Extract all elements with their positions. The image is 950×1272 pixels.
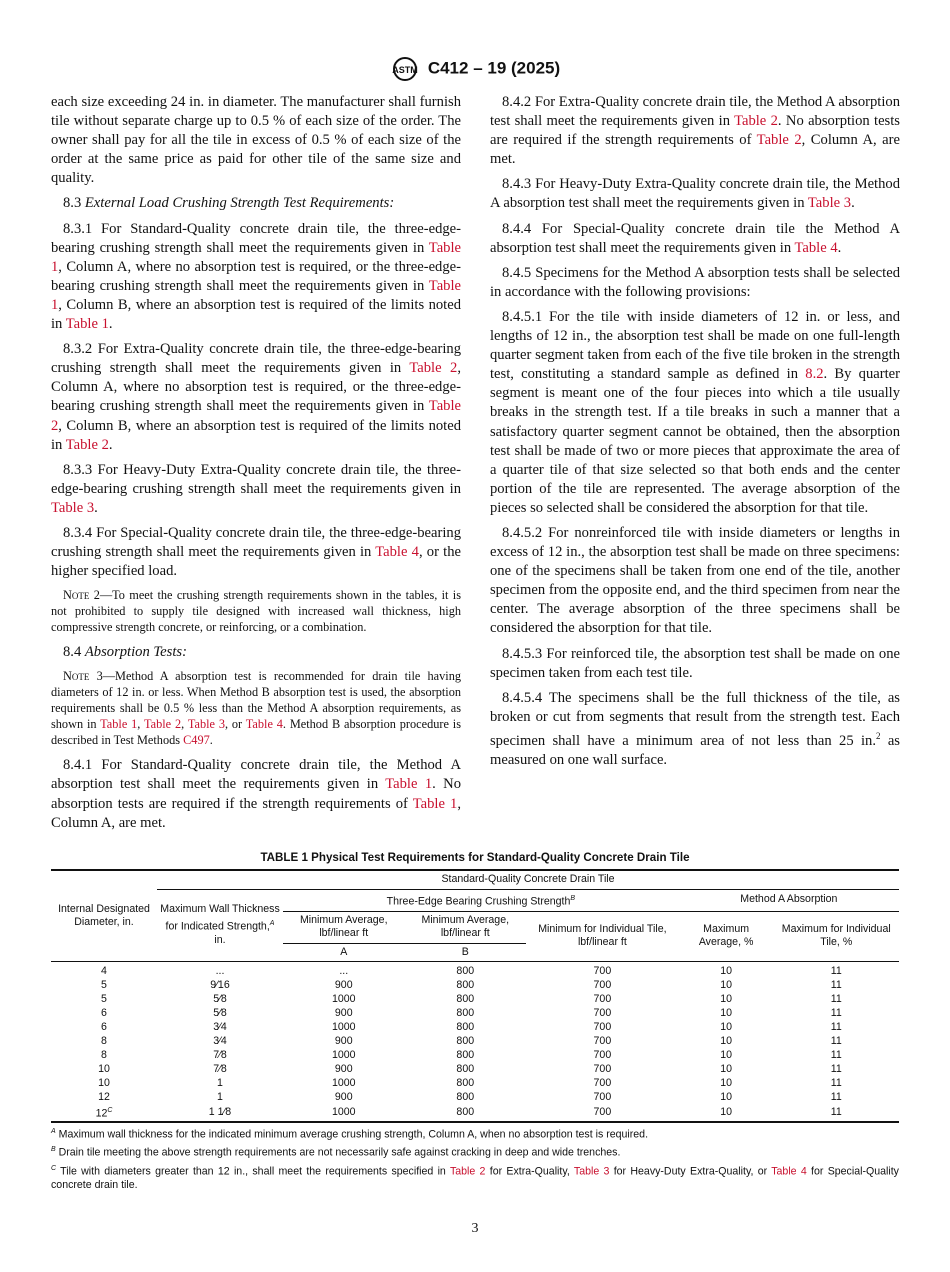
header-three-edge-text: Three-Edge Bearing Crushing Strength — [386, 895, 571, 908]
cell-diameter — [51, 1104, 157, 1122]
table-row — [51, 1006, 899, 1020]
cell-diameter — [51, 1020, 157, 1034]
text-run: , Column B, where an absorption test is required of the limits noted in — [51, 296, 461, 333]
header-absorption: Method A Absorption — [679, 889, 899, 911]
cell-min-avg-a — [283, 1020, 405, 1034]
text-run: , Column B, where an absorption test is required of the limits noted in — [51, 417, 461, 453]
paragraph — [51, 194, 461, 213]
cell-max-individual — [773, 1062, 899, 1076]
cell-value: 11 — [830, 1106, 842, 1119]
cell-min-individual — [526, 1076, 679, 1090]
footnote-mark: B — [51, 1146, 56, 1154]
cell-value: 800 — [456, 1091, 475, 1104]
cell-max-individual — [773, 978, 899, 992]
cell-value: ... — [339, 965, 349, 978]
left-column — [51, 93, 461, 839]
cell-value: 10 — [720, 1091, 732, 1104]
cell-value: 1000 — [331, 1106, 356, 1119]
note-paragraph — [51, 668, 461, 748]
header-wall-text: Maximum Wall Thickness for Indicated Strength, — [160, 903, 280, 933]
cell-value: 10 — [720, 1021, 732, 1034]
cell-min-avg-a — [283, 1048, 405, 1062]
section-heading: Absorption Tests: — [84, 644, 187, 661]
cell-value: 11 — [830, 965, 842, 978]
text-run: , — [181, 717, 188, 732]
text-run: . By quarter segment is meant one of the four pieces into which a tile usually breaks in the strength test. If a tile breaks in such a manner that a satisfactory quarter segment cannot be obtained, then the absorption test shall be made of two or more pieces that approximate the area of a quarter tile of that size selected so that both ends and the center portion of the tile are represented. The average absorption of the pieces so selected shall be considered the absorption for that tile. — [490, 366, 900, 516]
cell-diameter — [51, 1076, 157, 1090]
text-run: , Column A, where no absorption test is required, or the three-edge-bearing crushing strength shall meet the requirements given in — [51, 360, 461, 415]
paragraph — [490, 264, 900, 302]
text-run: 8.3 — [63, 195, 85, 212]
cell-value: 900 — [334, 1091, 353, 1104]
cell-value: 1000 — [331, 1077, 356, 1090]
paragraph — [490, 308, 900, 518]
text-run: as measured on one wall surface. — [490, 732, 900, 768]
cell-min-avg-b — [405, 1006, 527, 1020]
cell-min-avg-b — [405, 1062, 527, 1076]
cell-min-individual — [526, 1090, 679, 1104]
header-min-individual: Minimum for Individual Tile, lbf/linear ft — [526, 911, 679, 962]
cell-min-avg-a — [283, 1104, 405, 1122]
cell-value: 7⁄8 — [213, 1049, 227, 1062]
cell-value: 800 — [456, 1077, 475, 1090]
text-run: , Column A, where no absorption test is required, or the three-edge-bearing crushing strength shall meet the requirements given in — [51, 258, 461, 294]
cell-value: 1000 — [331, 1049, 356, 1062]
cell-value: 11 — [830, 1007, 842, 1020]
cross-reference-link[interactable]: 8.2 — [805, 366, 824, 383]
cell-value: 10 — [720, 1077, 732, 1090]
table-footnote — [51, 1125, 899, 1142]
cell-value: 700 — [593, 1091, 612, 1104]
cell-value: 8 — [101, 1035, 107, 1048]
table-row — [51, 1090, 899, 1104]
footnote-ref: A — [269, 919, 275, 927]
cell-min-avg-b — [405, 1104, 527, 1122]
cross-reference-link[interactable]: Table 1 — [412, 795, 458, 812]
cell-value: 11 — [830, 1049, 842, 1062]
cell-wall-thickness — [157, 992, 283, 1006]
cell-value: 8 — [101, 1049, 107, 1062]
text-run: for Special-Quality concrete drain tile. — [51, 1165, 899, 1192]
cell-value: 6 — [101, 1021, 107, 1034]
cell-min-avg-b — [405, 978, 527, 992]
cell-value: ... — [215, 965, 225, 978]
paragraph — [490, 175, 900, 213]
cell-max-individual — [773, 1076, 899, 1090]
text-run: . No absorption tests are required if the strength requirements of — [490, 113, 900, 149]
cell-value: 700 — [593, 979, 612, 992]
cell-min-individual — [526, 1020, 679, 1034]
cross-reference-link[interactable]: Table 2 — [409, 360, 458, 377]
cross-reference-link[interactable]: Table 1 — [51, 239, 461, 275]
cell-value: 700 — [593, 1106, 612, 1119]
cross-reference-link[interactable]: Table 2 — [144, 717, 182, 732]
right-column — [490, 93, 900, 776]
header-diameter: Internal Designated Diameter, in. — [51, 870, 157, 962]
cell-value: 700 — [593, 1063, 612, 1076]
header-col-a: A — [283, 943, 405, 962]
page-header — [0, 56, 950, 82]
cell-min-individual — [526, 1006, 679, 1020]
text-run: , Column A, are met. — [51, 795, 461, 831]
superscript: 2 — [875, 730, 881, 741]
header-max-individual: Maximum for Individual Tile, % — [773, 911, 899, 962]
text-run: 8.3.1 For Standard-Quality concrete drain tile, the three-edge-bearing crushing strength shall meet the requirements given in — [51, 220, 461, 256]
table-1 — [51, 851, 899, 1192]
cell-value: 3⁄4 — [213, 1021, 227, 1034]
cell-wall-thickness — [157, 1048, 283, 1062]
cell-min-avg-b — [405, 962, 527, 979]
cell-min-avg-a — [283, 1034, 405, 1048]
cell-value: 700 — [593, 1077, 612, 1090]
table-footnote — [51, 1143, 899, 1160]
paragraph — [490, 689, 900, 770]
cross-reference-link[interactable]: Table 2 — [65, 436, 109, 453]
text-run: 3—Method A absorption test is recommended for drain tile having diameters of 12 in. or less. When Method B absorption test is used, the absorption requirements shall be 0.5 % less than the Method A absorption requirements, as shown in — [51, 669, 461, 732]
cell-value: 7⁄8 — [213, 1063, 227, 1076]
text-run: each size exceeding 24 in. in diameter. The manufacturer shall furnish tile without separate charge up to 0.5 % of each size of the order. The owner shall pay for all the tile in excess of 0.5 % of each size of the order at the same price as paid for other tile of the same size and quality. — [51, 94, 461, 187]
cell-wall-thickness — [157, 1090, 283, 1104]
header-max-average: Maximum Average, % — [679, 911, 774, 962]
cell-value: 10 — [720, 1007, 732, 1020]
text-run: for Extra-Quality, — [485, 1165, 574, 1178]
cell-value: 800 — [456, 979, 475, 992]
footnote-ref: B — [570, 894, 576, 902]
footnote-mark: C — [51, 1164, 57, 1172]
table-row — [51, 1020, 899, 1034]
cell-value: 900 — [334, 979, 353, 992]
svg-text:ASTM: ASTM — [392, 65, 418, 75]
cell-value: 800 — [456, 1021, 475, 1034]
paragraph — [51, 524, 461, 581]
cell-value: 10 — [720, 1063, 732, 1076]
cell-value: 11 — [830, 1021, 842, 1034]
text-run: for Heavy-Duty Extra-Quality, or — [609, 1165, 772, 1178]
table-footnote — [51, 1162, 899, 1193]
text-run: 8.4.2 For Extra-Quality concrete drain tile, the Method A absorption test shall meet the requirements given in — [490, 94, 900, 130]
text-run: 8.4.3 For Heavy-Duty Extra-Quality concrete drain tile, the Method A absorption test shall meet the requirements given in — [490, 176, 900, 212]
cross-reference-link[interactable]: Table 3 — [51, 499, 95, 516]
cell-min-avg-b — [405, 992, 527, 1006]
cross-reference-link[interactable]: Table 2 — [756, 132, 802, 149]
header-group: Standard-Quality Concrete Drain Tile — [157, 870, 899, 889]
paragraph — [51, 220, 461, 335]
table-footnotes — [51, 1125, 899, 1193]
cell-min-avg-a — [283, 1006, 405, 1020]
cell-min-individual — [526, 1034, 679, 1048]
text-run: . No absorption tests are required if the strength requirements of — [51, 776, 461, 812]
cell-value: 10 — [720, 979, 732, 992]
cell-value: 10 — [720, 965, 732, 978]
cell-wall-thickness — [157, 1076, 283, 1090]
cell-max-individual — [773, 962, 899, 979]
cell-value: 800 — [456, 1106, 475, 1119]
cell-value: 10 — [98, 1063, 110, 1076]
text-run: , — [137, 717, 144, 732]
cross-reference-link[interactable]: Table 3 — [187, 717, 225, 732]
cell-value: 10 — [98, 1077, 110, 1090]
cell-value: 1 1⁄8 — [208, 1106, 232, 1119]
cell-value: 700 — [593, 1049, 612, 1062]
cell-value: 800 — [456, 1007, 475, 1020]
text-run: 8.3.4 For Special-Quality concrete drain tile, the three-edge-bearing crushing strength shall meet the requirements given in — [51, 524, 461, 561]
cell-min-individual — [526, 1062, 679, 1076]
cell-value: 12 — [95, 1107, 108, 1120]
cell-value: 6 — [101, 1007, 107, 1020]
header-min-avg-a: Minimum Average, lbf/linear ft — [283, 911, 405, 943]
cell-min-avg-b — [405, 1090, 527, 1104]
cell-max-average — [679, 1020, 774, 1034]
cell-max-individual — [773, 1034, 899, 1048]
text-run: . — [108, 436, 113, 453]
cell-value: 10 — [720, 1035, 732, 1048]
text-run: 2—To meet the crushing strength requirements shown in the tables, it is not prohibited to supply tile designed with increased wall thickness, high compressive strength concrete, or reinforcing, or a combination. — [51, 588, 461, 635]
table-row — [51, 1034, 899, 1048]
cell-max-individual — [773, 992, 899, 1006]
cell-value: 4 — [101, 965, 107, 978]
text-run: 8.4.5.2 For nonreinforced tile with inside diameters or lengths in excess of 12 in., the absorption test shall be made on three specimens: one of the specimens shall be taken from one end of the tile, another specimen from the opposite end, and the third specimen from near the center. The average absorption of the three specimens shall be considered the absorption for that tile. — [490, 524, 900, 637]
cross-reference-link[interactable]: Table 4 — [771, 1165, 807, 1178]
cell-value: 800 — [456, 1049, 475, 1062]
text-run: 8.3.3 For Heavy-Duty Extra-Quality concrete drain tile, the three-edge-bearing crushing strength shall meet the requirements given in — [51, 461, 461, 497]
cell-min-avg-a — [283, 1076, 405, 1090]
cross-reference-link[interactable]: Table 4 — [375, 544, 419, 561]
cell-min-individual — [526, 1048, 679, 1062]
cell-max-average — [679, 1104, 774, 1122]
text-run: . — [108, 316, 113, 333]
cell-min-avg-b — [405, 1076, 527, 1090]
standard-designation: C412 – 19 (2025) — [427, 58, 561, 78]
text-run: . — [209, 733, 213, 748]
cell-value: 800 — [456, 1063, 475, 1076]
cell-min-individual — [526, 962, 679, 979]
cell-max-average — [679, 1062, 774, 1076]
footnote-ref: C — [107, 1107, 113, 1115]
paragraph — [51, 643, 461, 662]
cell-value: 800 — [456, 965, 475, 978]
text-run: 8.4.4 For Special-Quality concrete drain tile the Method A absorption test shall meet the requirements given in — [490, 220, 900, 256]
text-run: , Column A, are met. — [490, 132, 900, 168]
cross-reference-link[interactable]: Table 2 — [449, 1165, 486, 1178]
cross-reference-link[interactable]: Table 1 — [51, 277, 461, 313]
cross-reference-link[interactable]: Table 1 — [65, 316, 109, 333]
requirements-table — [51, 869, 899, 1123]
note-paragraph — [51, 587, 461, 635]
cell-max-average — [679, 1076, 774, 1090]
cell-value: 800 — [456, 993, 475, 1006]
cell-min-avg-b — [405, 1048, 527, 1062]
paragraph — [490, 93, 900, 169]
cell-wall-thickness — [157, 1020, 283, 1034]
cell-wall-thickness — [157, 1034, 283, 1048]
cell-value: 5 — [101, 979, 107, 992]
cell-value: 11 — [830, 1091, 842, 1104]
cell-max-average — [679, 1090, 774, 1104]
cross-reference-link[interactable]: Table 4 — [245, 717, 283, 732]
text-run: Maximum wall thickness for the indicated minimum average crushing strength, Column A, when no absorption test is required. — [55, 1128, 649, 1141]
cell-value: 12 — [98, 1091, 110, 1104]
cell-min-individual — [526, 992, 679, 1006]
cell-value: 11 — [830, 1077, 842, 1090]
header-three-edge — [283, 889, 679, 911]
text-run: 8.4.1 For Standard-Quality concrete drain tile, the Method A absorption test shall meet the requirements given in — [51, 757, 461, 793]
cell-wall-thickness — [157, 1104, 283, 1122]
cell-max-individual — [773, 1020, 899, 1034]
cell-value: 10 — [720, 1049, 732, 1062]
cell-min-avg-b — [405, 1034, 527, 1048]
cross-reference-link[interactable]: Table 1 — [385, 776, 433, 793]
text-run: . Method B absorption procedure is described in Test Methods — [51, 717, 461, 748]
cell-diameter — [51, 992, 157, 1006]
paragraph — [51, 340, 461, 455]
astm-logo-icon — [390, 56, 420, 82]
text-run: . — [94, 499, 98, 516]
table-row — [51, 1048, 899, 1062]
cell-diameter — [51, 1062, 157, 1076]
cell-min-avg-b — [405, 1020, 527, 1034]
table-row — [51, 1076, 899, 1090]
cell-diameter — [51, 962, 157, 979]
cell-max-average — [679, 1048, 774, 1062]
paragraph — [490, 524, 900, 639]
cell-value: 11 — [830, 979, 842, 992]
cell-min-avg-a — [283, 962, 405, 979]
cell-wall-thickness — [157, 1006, 283, 1020]
cell-max-individual — [773, 1104, 899, 1122]
text-run: Drain tile meeting the above strength requirements are not necessarily safe against cracking in deep and wide trenches. — [55, 1146, 621, 1159]
table-row — [51, 1104, 899, 1122]
cell-value: 5⁄8 — [213, 993, 227, 1006]
cell-value: 11 — [830, 1035, 842, 1048]
cell-max-average — [679, 978, 774, 992]
header-col-b: B — [405, 943, 527, 962]
text-run: 8.4.5.3 For reinforced tile, the absorption test shall be made on one specimen taken from each test tile. — [490, 645, 900, 681]
cell-value: 11 — [830, 1063, 842, 1076]
text-run: , or — [224, 717, 246, 732]
cross-reference-link[interactable]: Table 3 — [573, 1165, 610, 1178]
cell-max-average — [679, 992, 774, 1006]
cell-max-average — [679, 1034, 774, 1048]
text-run: . — [851, 195, 855, 212]
cell-value: 5⁄8 — [213, 1007, 227, 1020]
cell-wall-thickness — [157, 1062, 283, 1076]
text-run: , or the higher specified load. — [51, 544, 461, 580]
cell-max-average — [679, 1006, 774, 1020]
table-row — [51, 978, 899, 992]
cell-value: 1000 — [331, 1021, 356, 1034]
cell-diameter — [51, 1006, 157, 1020]
table-row — [51, 992, 899, 1006]
paragraph — [51, 461, 461, 518]
cell-value: 1 — [217, 1077, 223, 1090]
cell-diameter — [51, 1090, 157, 1104]
header-wall — [157, 889, 283, 962]
cell-wall-thickness — [157, 962, 283, 979]
header-wall-unit: in. — [214, 933, 226, 946]
text-run: . — [837, 239, 842, 256]
paragraph — [51, 756, 461, 832]
table-title: TABLE 1 Physical Test Requirements for Standard-Quality Concrete Drain Tile — [260, 851, 690, 864]
cell-max-individual — [773, 1090, 899, 1104]
text-run: 8.4.5 Specimens for the Method A absorption tests shall be selected in accordance with the following provisions: — [490, 264, 900, 300]
cell-min-individual — [526, 1104, 679, 1122]
cell-diameter — [51, 978, 157, 992]
cross-reference-link[interactable]: Table 3 — [807, 195, 852, 212]
note-label: Note — [63, 669, 90, 684]
cell-value: 700 — [593, 1021, 612, 1034]
cell-max-individual — [773, 1006, 899, 1020]
text-run: Tile with diameters greater than 12 in., shall meet the requirements specified in — [56, 1165, 450, 1178]
cell-value: 900 — [334, 1035, 353, 1048]
cell-value: 700 — [593, 965, 612, 978]
header-min-avg-b: Minimum Average, lbf/linear ft — [405, 911, 527, 943]
cell-wall-thickness — [157, 978, 283, 992]
cell-value: 1000 — [331, 993, 356, 1006]
cell-value: 9⁄16 — [210, 979, 230, 992]
cross-reference-link[interactable]: Table 4 — [794, 239, 838, 256]
cell-value: 700 — [593, 1035, 612, 1048]
cell-value: 10 — [720, 993, 732, 1006]
text-run: 8.3.2 For Extra-Quality concrete drain tile, the three-edge-bearing crushing strength shall meet the requirements given in — [51, 341, 461, 377]
cell-value: 700 — [593, 993, 612, 1006]
cell-max-average — [679, 962, 774, 979]
paragraph — [490, 645, 900, 683]
cell-value: 11 — [830, 993, 842, 1006]
cell-value: 900 — [334, 1063, 353, 1076]
text-run: 8.4.5.4 The specimens shall be the full thickness of the tile, as broken or cut from segments that result from the strength test. Each specimen shall have a minimum area of not less than 25 in. — [490, 689, 900, 749]
table-row — [51, 962, 899, 979]
cell-value: 1 — [217, 1091, 223, 1104]
cell-diameter — [51, 1048, 157, 1062]
cell-max-individual — [773, 1048, 899, 1062]
paragraph — [490, 220, 900, 258]
cross-reference-link[interactable]: C497 — [183, 733, 210, 748]
cell-diameter — [51, 1034, 157, 1048]
table-row — [51, 1062, 899, 1076]
text-run: 8.4.5.1 For the tile with inside diameters of 12 in. or less, and lengths of 12 in., the absorption test shall be made on one full-length quarter segment taken from each of the five tile broken in the strength test, constituting a standard sample as defined in — [490, 308, 900, 383]
text-run: 8.4 — [63, 644, 85, 661]
cell-min-avg-a — [283, 978, 405, 992]
cell-min-avg-a — [283, 992, 405, 1006]
note-label: Note — [63, 588, 90, 603]
cell-value: 800 — [456, 1035, 475, 1048]
section-heading: External Load Crushing Strength Test Requirements: — [84, 195, 395, 212]
paragraph — [51, 93, 461, 188]
cell-value: 5 — [101, 993, 107, 1006]
footnote-mark: A — [51, 1127, 56, 1135]
cross-reference-link[interactable]: Table 2 — [51, 398, 461, 434]
cell-value: 900 — [334, 1007, 353, 1020]
cell-value: 10 — [720, 1106, 732, 1119]
cell-min-individual — [526, 978, 679, 992]
cross-reference-link[interactable]: Table 1 — [100, 717, 138, 732]
cell-value: 3⁄4 — [213, 1035, 227, 1048]
cell-min-avg-a — [283, 1062, 405, 1076]
cell-min-avg-a — [283, 1090, 405, 1104]
cell-value: 700 — [593, 1007, 612, 1020]
page-number: 3 — [471, 1221, 479, 1236]
cross-reference-link[interactable]: Table 2 — [734, 113, 778, 130]
